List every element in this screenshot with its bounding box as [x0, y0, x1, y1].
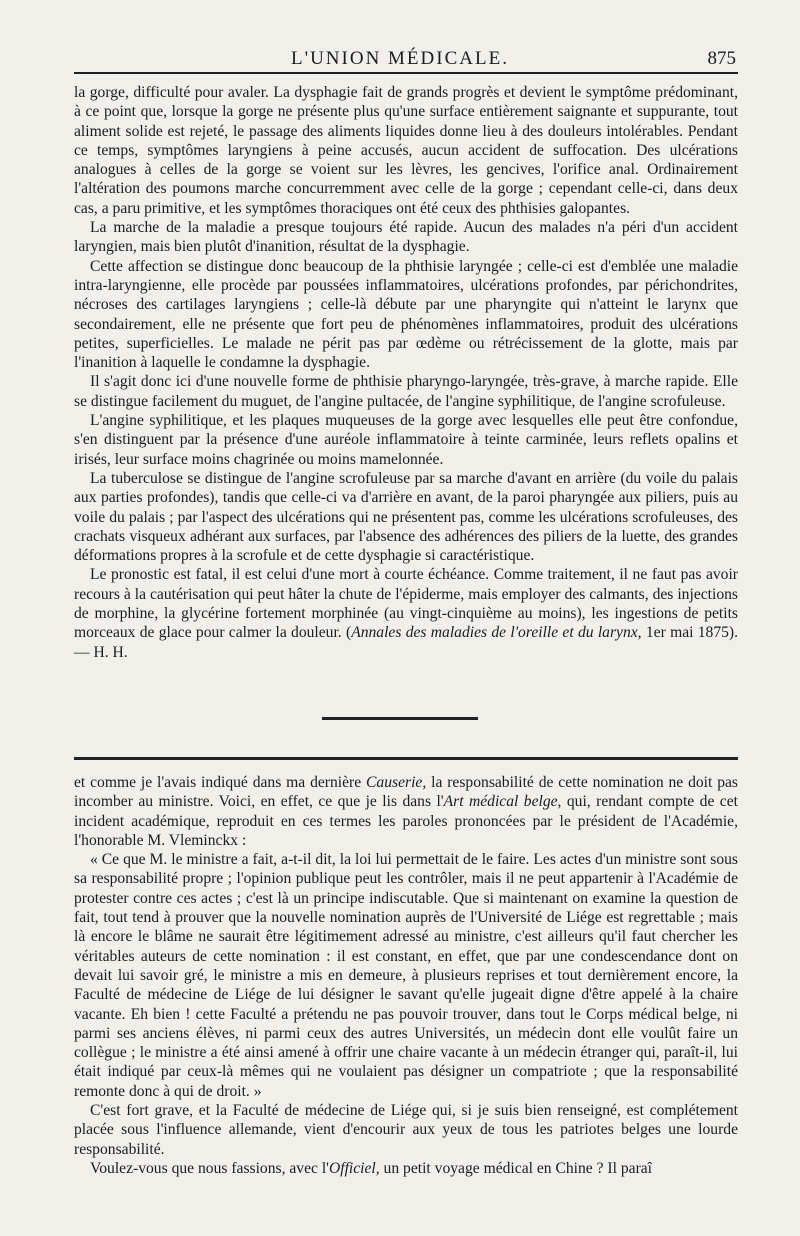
paragraph: C'est fort grave, et la Faculté de médecine de Liége qui, si je suis bien renseigné, est complétement placée sous l'influence allemande, vient d'encourir aux yeux de tous les patriotes belges une lourde responsabilité. [74, 1102, 738, 1158]
paragraph-with-citation [74, 565, 738, 661]
article-section-1 [74, 83, 738, 662]
running-title: L'UNION MÉDICALE. [291, 48, 509, 69]
section-divider-long [74, 757, 738, 760]
text-run: qui, rendant compte de cet incident académique, reproduit en ces termes les paroles prononcées par le président de l'Académie, l'honorable M. Vleminckx : [74, 793, 738, 849]
paragraph: La marche de la maladie a presque toujours été rapide. Aucun des malades n'a péri d'un accident laryngien, mais bien plutôt d'inanition, résultat de la dysphagie. [74, 219, 738, 256]
paragraph: La tuberculose se distingue de l'angine scrofuleuse par sa marche d'avant en arrière (du voile du palais aux parties profondes), tandis que celle-ci va d'arrière en avant, de la paroi pharyngée aux piliers, puis au voile du palais ; par l'aspect des ulcérations qui ne présentent pas, comme les ulcérations scrofuleuses, des crachats visqueux adhérant aux surfaces, par l'absence des adhérences des piliers de la luette, des grandes déformations propres à la scrofule et de cette dysphagie si caractéristique. [74, 469, 738, 565]
text-run: la responsabilité de cette nomination ne doit pas incomber au ministre. Voici, en effet, ce que je lis dans l' [74, 774, 739, 811]
italic-causerie: Causerie, [366, 774, 427, 791]
header-rule [74, 72, 738, 74]
text-run: et comme je l'avais indiqué dans ma dernière [74, 774, 367, 791]
italic-art-medical: Art médical belge, [443, 793, 562, 811]
page-header [0, 44, 800, 72]
paragraph: L'angine syphilitique, et les plaques muqueuses de la gorge avec lesquelles elle peut être confondue, s'en distinguent par la présence d'une auréole inflammatoire à teinte carminée, leurs reflets opalins et irisés, leur surface moins chagrinée ou moins mamelonnée. [74, 412, 738, 468]
article-section-2 [74, 773, 738, 1178]
quotation-paragraph: « Ce que M. le ministre a fait, a-t-il dit, la loi lui permettait de le faire. Les actes d'un ministre sont sous sa responsabilité propre ; l'opinion publique peut les contrôler, mais il ne peut appartenir à l'Académie de protester contre ces actes ; c'est là un principe indiscutable. Que si maintenant on examine la question de fait, tout tend à prouver que la nouvelle nomination auprès de l'Université de Liége est regrettable ; mais là encore le blâme ne saurait être légitimement adressé au ministre, c'est ailleurs qu'il faut chercher les véritables auteurs de cette nomination : il est constant, en effet, que par une condescendance dont on devait lui savoir gré, le ministre a mis en demeure, à plusieurs reprises et tout dernièrement encore, la Faculté de médecine de Liége de lui désigner le savant qu'elle jugeait digne d'être appelé à la chaire vacante. Eh bien ! cette Faculté a prétendu ne pas pouvoir trouver, dans tout le Corps médical belge, ni parmi ses anciens élèves, ni parmi ceux des autres Universités, un médecin dont elle voulût faire un collègue ; le ministre a été ainsi amené à offrir une chaire vacante à un médecin étranger qui, paraît-il, lui était indiqué par ceux-là mêmes qui ne voulaient pas désigner un compatriote ; que la responsabilité remonte donc à qui de droit. » [74, 851, 738, 1100]
paragraph-text: Le pronostic est fatal, il est celui d'une mort à courte échéance. Comme traitement, il ne faut pas avoir recours à la cautérisation qui peut hâter la chute de l'épiderme, mais employer des calmants, des injections de morphine, la glycérine fortement morphinée (au vingt-cinquième au moins), les ingestions de petits morceaux de glace pour calmer la douleur. ( [74, 566, 738, 642]
page-number: 875 [707, 48, 736, 69]
text-run: Voulez-vous que nous fassions, avec l' [90, 1159, 329, 1177]
paragraph: Cette affection se distingue donc beaucoup de la phthisie laryngée ; celle-ci est d'emblée une maladie intra-laryngienne, elle procède par poussées inflammatoires, ulcérations profondes, par périchondrites, nécroses des cartilages laryngiens ; celle-là débute par une pharyngite qui n'atteint le larynx que secondairement, elle ne présente que fort peu de phénomènes inflammatoires, produit des ulcérations petites, superficielles. Le malade ne périt pas par œdème ou rétrécissement de la glotte, mais par l'inanition à laquelle le condamne la dysphagie. [74, 257, 738, 372]
citation-date: 1er mai 1875). — H. H. [74, 624, 739, 661]
paragraph: Il s'agit donc ici d'une nouvelle forme de phthisie pharyngo-laryngée, très-grave, à marche rapide. Elle se distingue facilement du muguet, de l'angine pultacée, de l'angine syphilitique, de l'angine scrofuleuse. [74, 373, 738, 410]
paragraph [74, 1159, 738, 1178]
paragraph [74, 773, 738, 850]
paragraph: la gorge, difficulté pour avaler. La dysphagie fait de grands progrès et devient le symptôme prédominant, à ce point que, lorsque la gorge ne présente plus qu'une surface entièrement saignante et suppurante, tout aliment solide est rejeté, le passage des aliments liquides donne lieu à des douleurs intolérables. Pendant ce temps, symptômes laryngiens à peine accusés, aucun accident de suffocation. Des ulcérations analogues à celles de la gorge se voient sur les lèvres, les gencives, l'orifice anal. Ordinairement l'altération des poumons marche concurremment avec celle de la gorge ; cependant celle-ci, dans deux cas, a paru primitive, et les symptômes thoraciques ont été ceux des phthisies galopantes. [74, 84, 738, 217]
citation-journal: Annales des maladies de l'oreille et du larynx, [351, 624, 642, 642]
italic-officiel: Officiel, [328, 1159, 380, 1177]
text-run: un petit voyage médical en Chine ? Il paraî [379, 1159, 653, 1177]
section-divider-short [322, 717, 478, 720]
